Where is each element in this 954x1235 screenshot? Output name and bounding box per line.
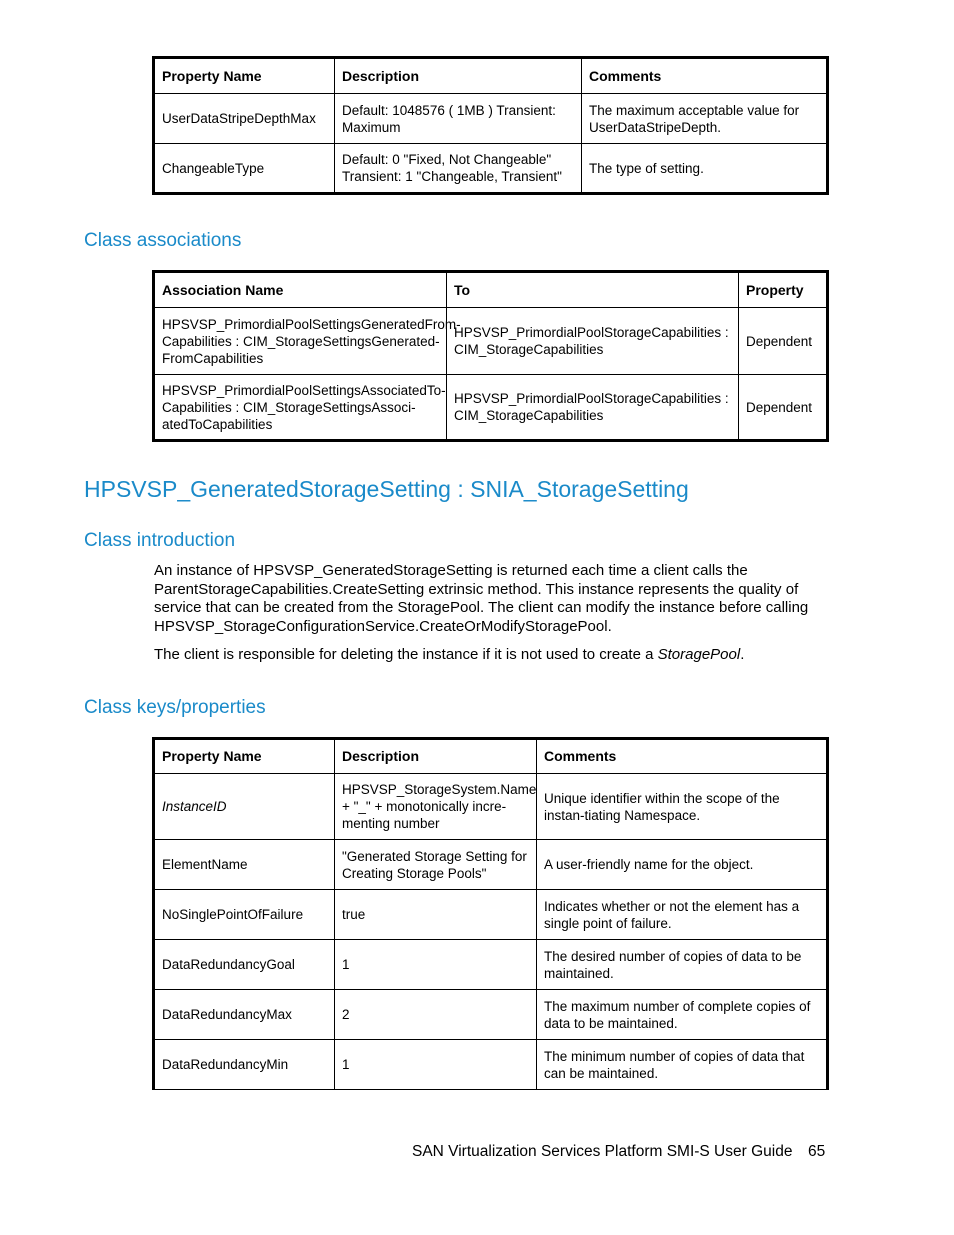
table-cell: HPSVSP_PrimordialPoolStorageCapabilities : CIM_StorageCapabilities — [447, 308, 739, 375]
table-cell: 2 — [335, 990, 537, 1040]
table-cell: The type of setting. — [582, 144, 828, 194]
column-header: Property — [739, 272, 828, 308]
column-header: Association Name — [154, 272, 447, 308]
class-associations-heading: Class associations — [84, 230, 242, 251]
table-cell: HPSVSP_PrimordialPoolStorageCapabilities : CIM_StorageCapabilities — [447, 375, 739, 441]
table-row — [154, 890, 828, 940]
table-header-row — [154, 272, 828, 308]
class-introduction-heading: Class introduction — [84, 530, 236, 551]
table-cell: 1 — [335, 1040, 537, 1090]
table-row — [154, 840, 828, 890]
table-cell: A user-friendly name for the object. — [537, 840, 828, 890]
associations-table — [152, 270, 829, 442]
table-cell: HPSVSP_PrimordialPoolSettingsGeneratedFrom-Capabilities : CIM_StorageSettingsGenerated-FromCapabilities — [154, 308, 447, 375]
table-cell: The maximum number of complete copies of data to be maintained. — [537, 990, 828, 1040]
footer-title: SAN Virtualization Services Platform SMI-S User Guide — [412, 1143, 793, 1160]
table-cell: Unique identifier within the scope of the instan-tiating Namespace. — [537, 774, 828, 840]
para-text: The client is responsible for deleting the instance if it is not used to create a — [154, 646, 658, 663]
page-number: 65 — [808, 1143, 826, 1160]
table-row — [154, 774, 828, 840]
column-header: Property Name — [154, 739, 335, 774]
column-header: Comments — [582, 58, 828, 94]
class-keys-heading: Class keys/properties — [84, 697, 266, 718]
intro-paragraph-2 — [154, 646, 819, 665]
intro-paragraph: An instance of HPSVSP_GeneratedStorageSetting is returned each time a client calls the ParentStorageCapabilities.CreateSetting extrinsic method. This instance represents the quality of service that can be created from the StoragePool. The client can modify the instance before calling HPSVSP_StorageConfigurationService.CreateOrModifyStoragePool. — [154, 562, 809, 636]
column-header: Description — [335, 58, 582, 94]
table-row — [154, 1040, 828, 1090]
table-cell: Default: 1048576 ( 1MB ) Transient: Maximum — [335, 94, 582, 144]
table-cell: The minimum number of copies of data that can be maintained. — [537, 1040, 828, 1090]
class-keys-table — [152, 737, 829, 1090]
table-cell: HPSVSP_PrimordialPoolSettingsAssociatedTo-Capabilities : CIM_StorageSettingsAssoci-atedToCapabilities — [154, 375, 447, 441]
table-cell: UserDataStripeDepthMax — [154, 94, 335, 144]
para-italic: StoragePool — [657, 646, 741, 663]
table-row — [154, 990, 828, 1040]
property-table-top — [152, 56, 829, 195]
table-cell: DataRedundancyGoal — [154, 940, 335, 990]
table-cell: ChangeableType — [154, 144, 335, 194]
column-header: Comments — [537, 739, 828, 774]
table-cell: HPSVSP_StorageSystem.Name + "_" + monotonically incre-menting number — [335, 774, 537, 840]
section-title: HPSVSP_GeneratedStorageSetting : SNIA_StorageSetting — [84, 476, 689, 502]
table-cell: InstanceID — [154, 774, 335, 840]
table-cell: NoSinglePointOfFailure — [154, 890, 335, 940]
table-cell: ElementName — [154, 840, 335, 890]
table-cell: true — [335, 890, 537, 940]
table-cell: DataRedundancyMax — [154, 990, 335, 1040]
table-row — [154, 308, 828, 375]
table-cell: Indicates whether or not the element has a single point of failure. — [537, 890, 828, 940]
table-cell: "Generated Storage Setting for Creating Storage Pools" — [335, 840, 537, 890]
table-header-row — [154, 739, 828, 774]
table-cell: The desired number of copies of data to be maintained. — [537, 940, 828, 990]
para-end: . — [740, 646, 745, 663]
column-header: Description — [335, 739, 537, 774]
table-header-row — [154, 58, 828, 94]
table-row — [154, 94, 828, 144]
table-cell: 1 — [335, 940, 537, 990]
table-cell: Dependent — [739, 375, 828, 441]
column-header: Property Name — [154, 58, 335, 94]
table-cell: Default: 0 "Fixed, Not Changeable" Transient: 1 "Changeable, Transient" — [335, 144, 582, 194]
table-cell: The maximum acceptable value for UserDataStripeDepth. — [582, 94, 828, 144]
column-header: To — [447, 272, 739, 308]
table-row — [154, 375, 828, 441]
table-row — [154, 144, 828, 194]
table-cell: Dependent — [739, 308, 828, 375]
table-cell: DataRedundancyMin — [154, 1040, 335, 1090]
table-row — [154, 940, 828, 990]
